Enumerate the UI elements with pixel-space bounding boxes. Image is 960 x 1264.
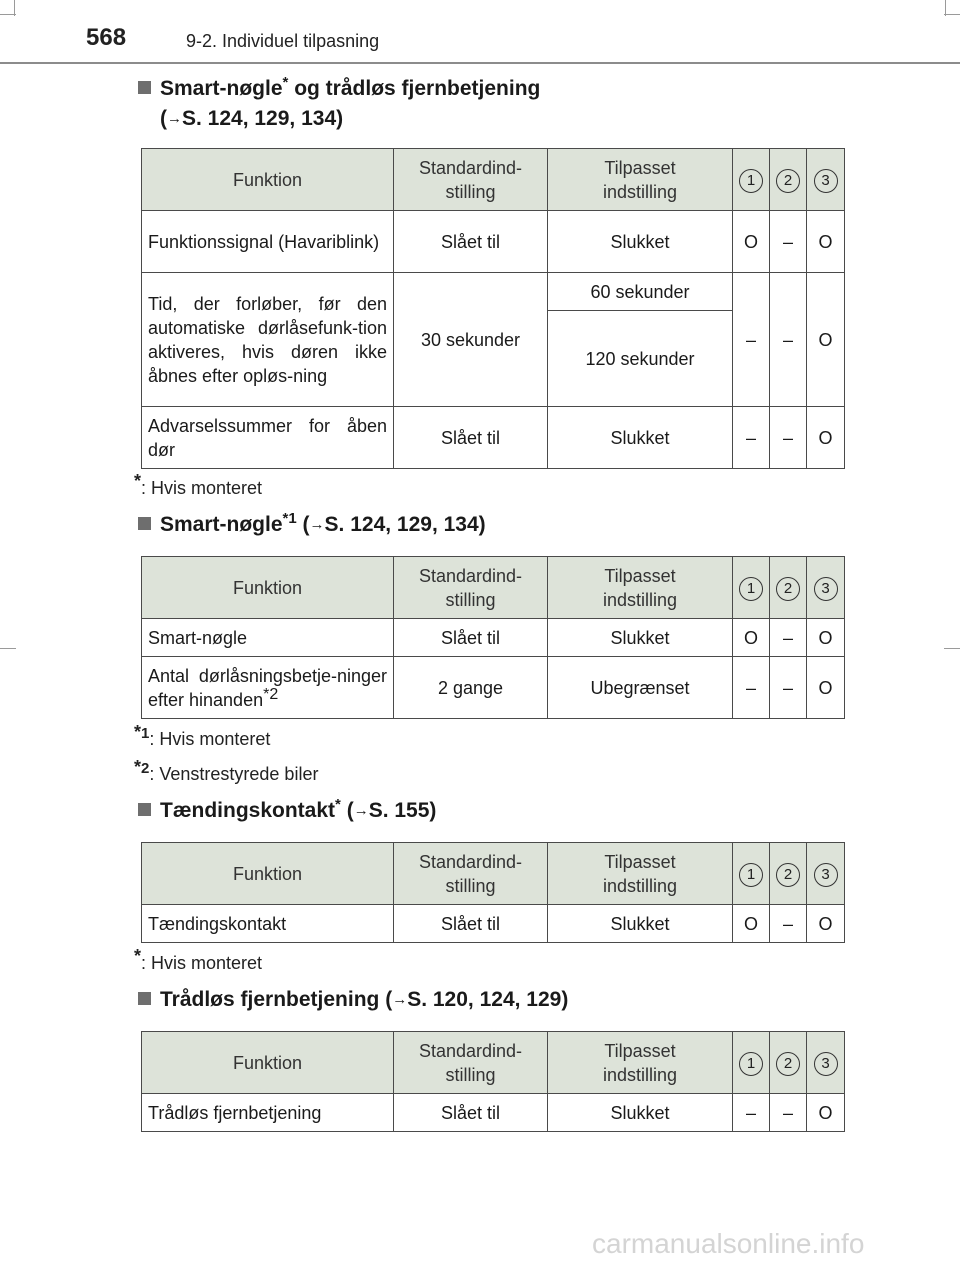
row-custom: Slukket — [548, 905, 733, 943]
row-mode-2: – — [770, 273, 807, 407]
col-header-default: Standardind- stilling — [394, 149, 548, 211]
page-number: 568 — [86, 24, 127, 51]
footnote-1: $^{*1}$: Hvis monteret — [134, 722, 271, 749]
bullet-square-icon — [138, 81, 151, 94]
row-custom-option-a: 60 sekunder — [548, 273, 733, 311]
col-header-mode-2 — [770, 149, 807, 211]
col-header-custom: Tilpasset indstilling — [548, 1032, 733, 1094]
row-mode-1: – — [733, 657, 770, 719]
row-default: Slået til — [394, 905, 548, 943]
col-header-mode-2 — [770, 557, 807, 619]
table-row — [142, 657, 845, 719]
arrow-right-icon: → — [353, 802, 369, 819]
footnote-2: $^{*2}$: Venstrestyrede biler — [134, 757, 319, 784]
settings-table-3 — [141, 842, 845, 943]
col-header-mode-3 — [807, 1032, 845, 1094]
row-function: Tændingskontakt — [142, 905, 394, 943]
col-header-mode-2 — [770, 1032, 807, 1094]
row-function: Antal dørlåsningsbetje-ninger efter hinanden$^{*2}$ — [142, 657, 394, 719]
row-mode-1: O — [733, 211, 770, 273]
arrow-right-icon: → — [392, 991, 408, 1008]
row-mode-2: – — [770, 211, 807, 273]
bullet-square-icon — [138, 517, 151, 530]
col-header-custom: Tilpasset indstilling — [548, 557, 733, 619]
table-row — [142, 619, 845, 657]
crop-mark — [944, 14, 960, 15]
row-default: Slået til — [394, 211, 548, 273]
circled-3-icon: 3 — [814, 577, 838, 601]
table-header-row — [142, 557, 845, 619]
section-heading-smart-key: Smart-nøgle$^{*1}$ (→S. 124, 129, 134) — [138, 510, 486, 542]
crop-mark — [14, 0, 15, 16]
row-custom: Slukket — [548, 1094, 733, 1132]
col-header-function: Funktion — [142, 557, 394, 619]
row-mode-2: – — [770, 619, 807, 657]
col-header-custom: Tilpasset indstilling — [548, 149, 733, 211]
row-function: Trådløs fjernbetjening — [142, 1094, 394, 1132]
row-function: Funktionssignal (Havariblink) — [142, 211, 394, 273]
row-mode-2: – — [770, 407, 807, 469]
circled-1-icon: 1 — [739, 1052, 763, 1076]
circled-2-icon: 2 — [776, 169, 800, 193]
row-default: Slået til — [394, 619, 548, 657]
settings-table-2 — [141, 556, 845, 719]
row-mode-1: O — [733, 905, 770, 943]
row-mode-3: O — [807, 211, 845, 273]
row-mode-3: O — [807, 1094, 845, 1132]
header-rule — [0, 62, 960, 64]
row-mode-2: – — [770, 905, 807, 943]
table-header-row — [142, 1032, 845, 1094]
circled-1-icon: 1 — [739, 577, 763, 601]
col-header-function: Funktion — [142, 1032, 394, 1094]
col-header-mode-1 — [733, 149, 770, 211]
row-mode-1: – — [733, 407, 770, 469]
row-custom: Slukket — [548, 407, 733, 469]
row-mode-3: O — [807, 657, 845, 719]
settings-table-1 — [141, 148, 845, 469]
table-row — [142, 1094, 845, 1132]
footnote: *: Hvis monteret — [134, 471, 263, 498]
row-function: Tid, der forløber, før den automatiske dørlåsefunk-tion aktiveres, hvis døren ikke åbnes efter opløs-ning — [142, 273, 394, 407]
row-mode-2: – — [770, 657, 807, 719]
footnote: *: Hvis monteret — [134, 946, 263, 973]
row-default: 2 gange — [394, 657, 548, 719]
circled-2-icon: 2 — [776, 1052, 800, 1076]
watermark: carmanualsonline.info — [592, 1228, 865, 1259]
row-mode-3: O — [807, 407, 845, 469]
row-mode-1: – — [733, 1094, 770, 1132]
row-function: Smart-nøgle — [142, 619, 394, 657]
row-custom: Slukket — [548, 619, 733, 657]
table-row — [142, 407, 845, 469]
chapter-title: 9-2. Individuel tilpasning — [186, 31, 380, 51]
circled-1-icon: 1 — [739, 863, 763, 887]
circled-2-icon: 2 — [776, 863, 800, 887]
col-header-function: Funktion — [142, 149, 394, 211]
row-custom: Slukket — [548, 211, 733, 273]
circled-2-icon: 2 — [776, 577, 800, 601]
table-header-row — [142, 843, 845, 905]
row-function: Advarselssummer for åben dør — [142, 407, 394, 469]
col-header-default: Standardind- stilling — [394, 557, 548, 619]
crop-mark — [0, 648, 16, 649]
bullet-square-icon — [138, 992, 151, 1005]
col-header-mode-1 — [733, 843, 770, 905]
row-mode-2: – — [770, 1094, 807, 1132]
col-header-mode-2 — [770, 843, 807, 905]
section-heading-smart-key-remote: Smart-nøgle* og trådløs fjernbetjening (→S. 124, 129, 134) — [138, 74, 540, 136]
section-heading-wireless-remote: Trådløs fjernbetjening (→S. 120, 124, 129) — [138, 985, 568, 1017]
col-header-default: Standardind- stilling — [394, 843, 548, 905]
col-header-mode-1 — [733, 1032, 770, 1094]
row-mode-1: – — [733, 273, 770, 407]
arrow-right-icon: → — [167, 110, 182, 127]
circled-1-icon: 1 — [739, 169, 763, 193]
section-heading-ignition-switch: Tændingskontakt* (→S. 155) — [138, 796, 436, 828]
crop-mark — [945, 0, 946, 16]
table-row — [142, 905, 845, 943]
table-row — [142, 211, 845, 273]
circled-3-icon: 3 — [814, 169, 838, 193]
row-default: Slået til — [394, 1094, 548, 1132]
bullet-square-icon — [138, 803, 151, 816]
row-default: Slået til — [394, 407, 548, 469]
row-mode-1: O — [733, 619, 770, 657]
row-custom: Ubegrænset — [548, 657, 733, 719]
col-header-function: Funktion — [142, 843, 394, 905]
table-row — [142, 273, 845, 311]
row-mode-3: O — [807, 619, 845, 657]
settings-table-4 — [141, 1031, 845, 1132]
circled-3-icon: 3 — [814, 1052, 838, 1076]
col-header-mode-1 — [733, 557, 770, 619]
col-header-custom: Tilpasset indstilling — [548, 843, 733, 905]
circled-3-icon: 3 — [814, 863, 838, 887]
col-header-mode-3 — [807, 557, 845, 619]
row-mode-3: O — [807, 905, 845, 943]
col-header-mode-3 — [807, 149, 845, 211]
arrow-right-icon: → — [309, 516, 325, 533]
crop-mark — [944, 648, 960, 649]
row-default: 30 sekunder — [394, 273, 548, 407]
col-header-mode-3 — [807, 843, 845, 905]
col-header-default: Standardind- stilling — [394, 1032, 548, 1094]
row-custom-option-b: 120 sekunder — [548, 311, 733, 407]
row-mode-3: O — [807, 273, 845, 407]
table-header-row — [142, 149, 845, 211]
